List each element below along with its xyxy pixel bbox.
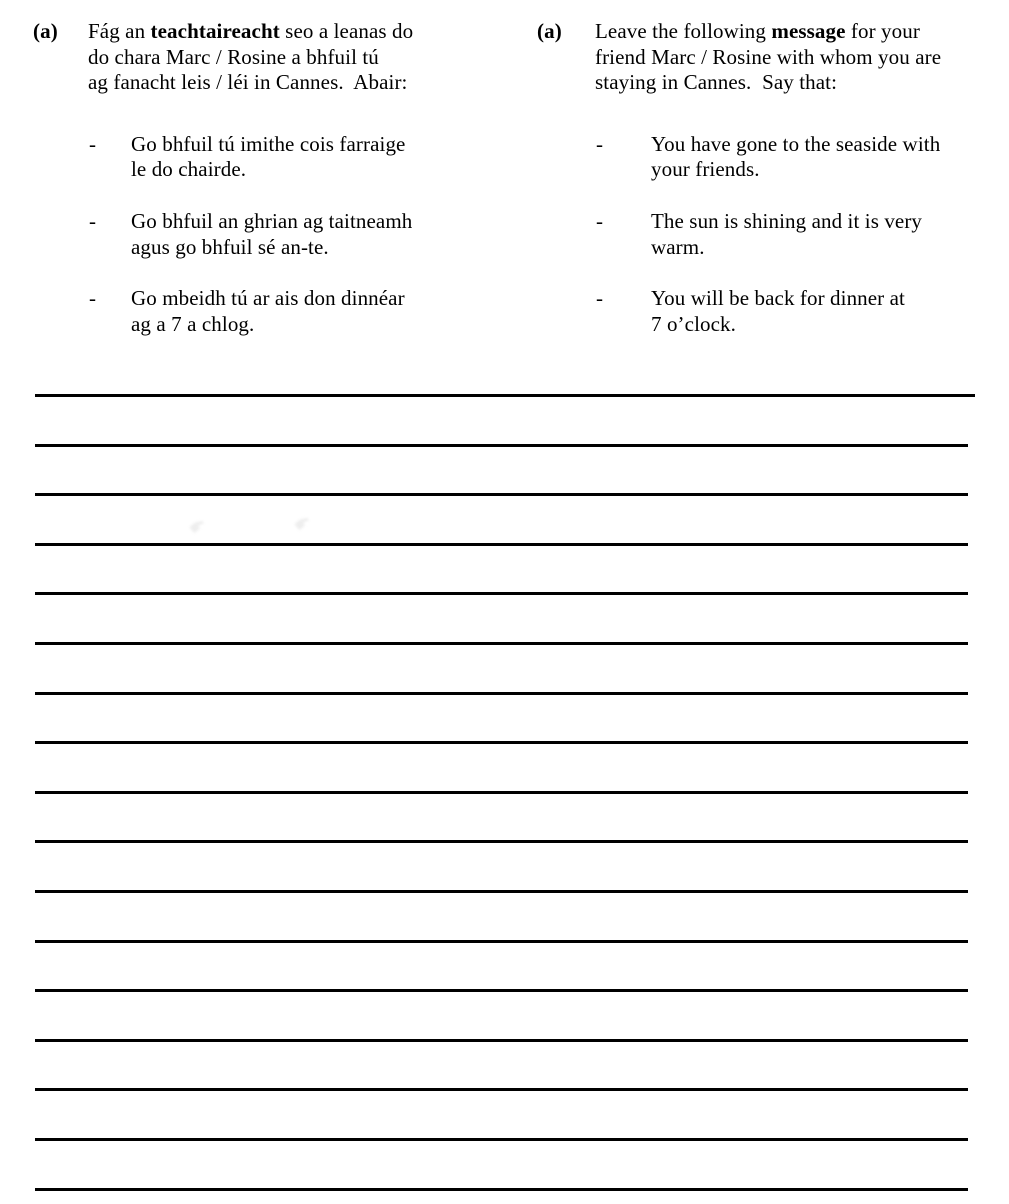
plain-text: ag fanacht leis / léi in Cannes. Abair:: [88, 70, 408, 95]
question-label-english: (a): [537, 19, 562, 43]
bullet-line: ag a 7 a chlog.: [131, 311, 255, 336]
bullet-dash: -: [596, 131, 604, 156]
ruled-line: [35, 989, 968, 992]
bullet-line: Go bhfuil an ghrian ag taitneamh: [131, 208, 413, 233]
bullet-dash: -: [89, 208, 97, 233]
bullet-line: Go mbeidh tú ar ais don dinnéar: [131, 286, 405, 311]
ruled-line: [35, 692, 968, 695]
ruled-line: [35, 1138, 968, 1141]
bullet-dash: -: [89, 286, 97, 311]
ruled-line: [35, 444, 968, 447]
question-label-irish: (a): [33, 19, 58, 43]
ruled-line: [35, 1188, 968, 1191]
plain-text: Leave the following: [595, 19, 772, 43]
ruled-line: [35, 1039, 968, 1042]
ruled-line: [35, 1088, 968, 1091]
ruled-line: [35, 592, 968, 595]
bullet-line: agus go bhfuil sé an-te.: [131, 234, 329, 259]
plain-text: do chara Marc / Rosine a bhfuil tú: [88, 44, 379, 69]
ruled-line: [35, 791, 968, 794]
bullet-line: You will be back for dinner at: [651, 286, 905, 311]
bullet-line: Go bhfuil tú imithe cois farraige: [131, 131, 406, 156]
emphasized-text: teachtaireacht: [150, 19, 280, 43]
plain-text: friend Marc / Rosine with whom you are: [595, 44, 942, 69]
ruled-line: [35, 642, 968, 645]
ruled-line: [35, 394, 975, 397]
bullet-line: 7 o’clock.: [651, 311, 736, 336]
bullet-dash: -: [596, 208, 604, 233]
watermark-smudge: ❜: [180, 498, 227, 541]
plain-text: Fág an: [88, 19, 151, 43]
ruled-line: [35, 493, 968, 496]
ruled-line: [35, 543, 968, 546]
plain-text: seo a leanas do: [279, 19, 414, 43]
ruled-line: [35, 741, 968, 744]
ruled-line: [35, 940, 968, 943]
bullet-line: your friends.: [651, 157, 760, 182]
watermark-smudge: ❜: [285, 495, 332, 538]
bullet-line: warm.: [651, 234, 705, 259]
bullet-line: The sun is shining and it is very: [651, 208, 923, 233]
plain-text: for your: [845, 19, 920, 43]
bullet-dash: -: [89, 131, 97, 156]
bullet-dash: -: [596, 286, 604, 311]
plain-text: staying in Cannes. Say that:: [595, 70, 838, 95]
bullet-line: You have gone to the seaside with: [651, 131, 941, 156]
ruled-line: [35, 840, 968, 843]
ruled-line: [35, 890, 968, 893]
emphasized-text: message: [771, 19, 846, 43]
bullet-line: le do chairde.: [131, 157, 247, 182]
